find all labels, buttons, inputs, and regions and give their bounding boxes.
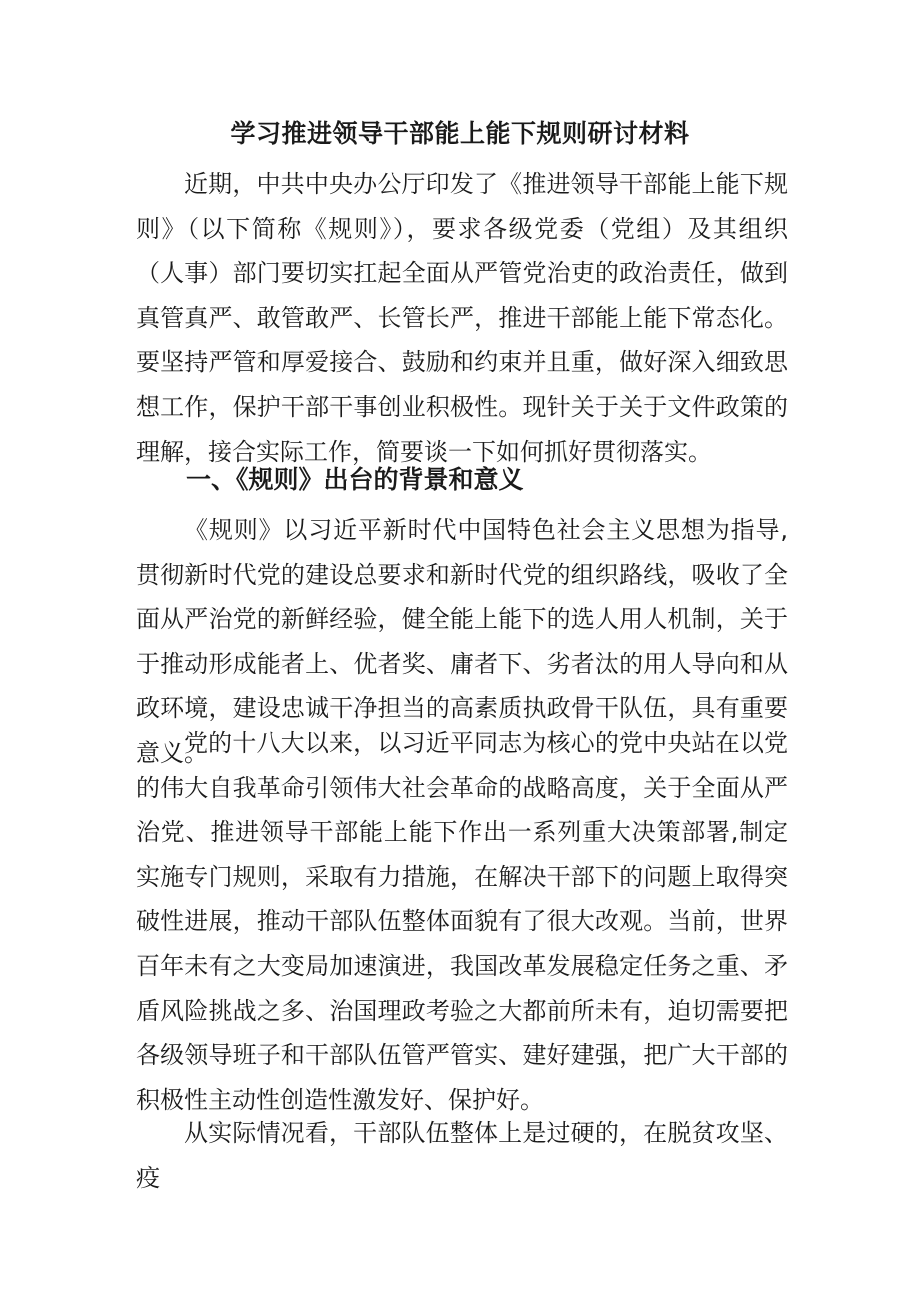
paragraph-intro: 近期，中共中央办公厅印发了《推进领导干部能上能下规则》（以下简称《规则》），要求各级党委（党组）及其组织（人事）部门要切实扛起全面从严管党治吏的政治责任，做到真管真严、敢管敢严、长管长严，推进干部能上能下常态化。要坚持严管和厚爱接合、鼓励和约束并且重，做好深入细致思想工作，保护干部干事创业积极性。现针关于关于文件政策的理解，接合实际工作，简要谈一下如何抓好贯彻落实。 — [136, 170, 788, 466]
paragraph-actual-situation: 从实际情况看，干部队伍整体上是过硬的，在脱贫攻坚、疫 — [136, 1119, 788, 1192]
paragraph-background: 《规则》以习近平新时代中国特色社会主义思想为指导,贯彻新时代党的建设总要求和新时代党的组织路线，吸收了全面从严治党的新鲜经验，健全能上能下的选人用人机制，关于于推动形成能者上、优者奖、庸者下、劣者汰的用人导向和从政环境，建设忠诚干净担当的高素质执政骨干队伍，具有重要意义。 — [136, 516, 788, 767]
paragraph-since-18th-congress: 党的十八大以来，以习近平同志为核心的党中央站在以党的伟大自我革命引领伟大社会革命的战略高度，关于全面从严治党、推进领导干部能上能下作出一系列重大决策部署,制定实施专门规则，采取有力措施，在解决干部下的问题上取得突破性进展，推动干部队伍整体面貌有了很大改观。当前，世界百年未有之大变局加速演进，我国改革发展稳定任务之重、矛盾风险挑战之多、治国理政考验之大都前所未有，迫切需要把各级领导班子和干部队伍管严管实、建好建强，把广大干部的积极性主动性创造性激发好、保护好。 — [136, 729, 788, 1114]
document-title: 学习推进领导干部能上能下规则研讨材料 — [230, 119, 690, 148]
section-heading: 一、《规则》出台的背景和意义 — [186, 465, 524, 494]
